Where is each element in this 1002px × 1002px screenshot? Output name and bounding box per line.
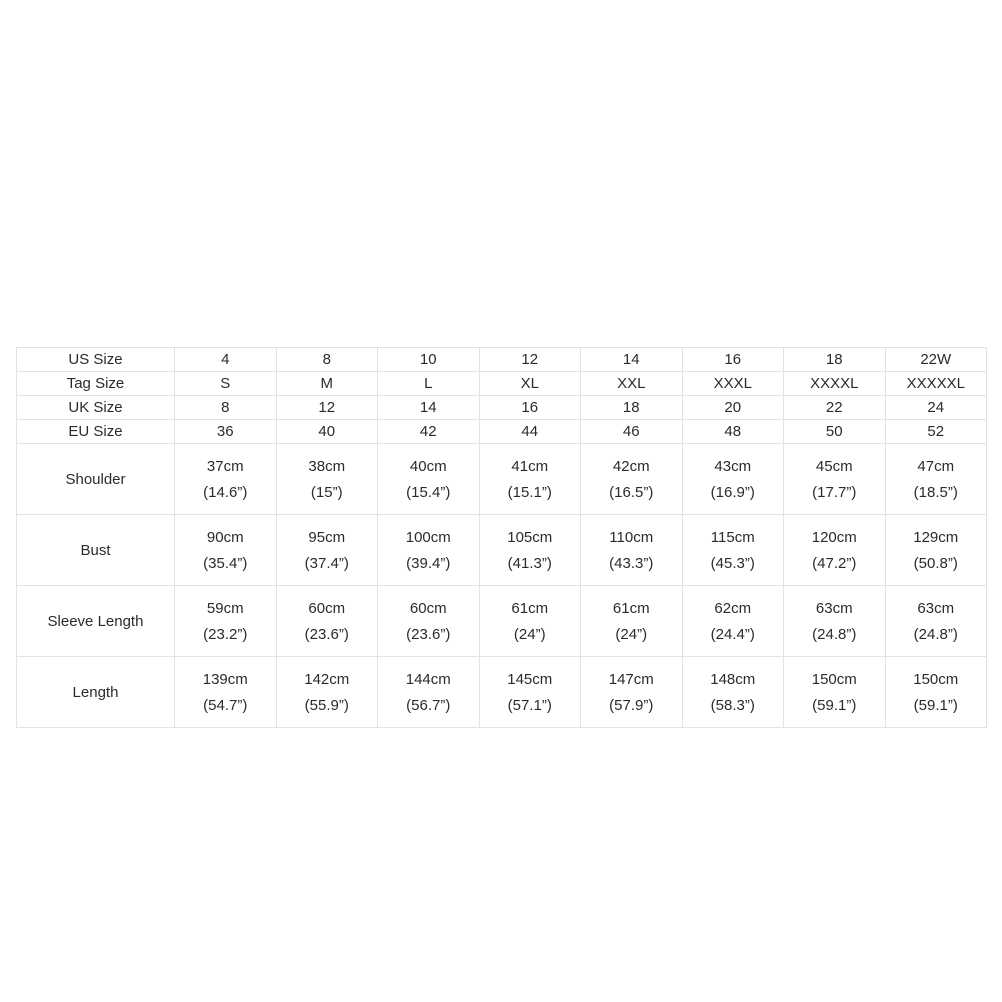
row-label: [17, 372, 175, 396]
cell-text: 40: [318, 423, 336, 440]
cell-inch-text: (57.9”): [609, 696, 654, 714]
table-cell: [479, 444, 581, 515]
cell-inch-text: (43.3”): [609, 554, 654, 572]
cell-cm-text: 41cm: [511, 457, 549, 475]
cell-cm-text: 148cm: [710, 670, 756, 688]
cell-text: L: [424, 375, 433, 392]
cell-cm-text: 139cm: [202, 670, 248, 688]
row-label-text: Sleeve Length: [47, 612, 144, 630]
cell-cm-text: 95cm: [308, 528, 346, 546]
cell-text: 18: [622, 399, 640, 416]
cell-text: XL: [520, 375, 539, 392]
table-row: [17, 657, 987, 728]
cell-inch-text: (45.3”): [710, 554, 755, 572]
table-cell: [784, 396, 886, 420]
table-cell: [175, 515, 277, 586]
row-label-text: EU Size: [68, 423, 123, 440]
table-cell: [276, 586, 378, 657]
table-cell: [581, 420, 683, 444]
table-cell: [682, 396, 784, 420]
cell-text: 10: [419, 351, 437, 368]
table-cell: [276, 372, 378, 396]
cell-cm-text: 42cm: [612, 457, 650, 475]
table-cell: [682, 586, 784, 657]
row-label: [17, 657, 175, 728]
table-cell: [682, 657, 784, 728]
table-cell: [581, 372, 683, 396]
cell-text: 52: [927, 423, 945, 440]
cell-text: 24: [927, 399, 945, 416]
cell-text: 22: [825, 399, 843, 416]
cell-inch-text: (37.4”): [304, 554, 349, 572]
cell-inch-text: (24.8”): [812, 625, 857, 643]
table-cell: [175, 396, 277, 420]
table-cell: [175, 586, 277, 657]
cell-cm-text: 150cm: [811, 670, 857, 688]
table-cell: [581, 348, 683, 372]
table-cell: [784, 444, 886, 515]
row-label: [17, 396, 175, 420]
cell-cm-text: 105cm: [507, 528, 553, 546]
cell-cm-text: 59cm: [206, 599, 244, 617]
table-cell: [276, 515, 378, 586]
cell-cm-text: 61cm: [511, 599, 549, 617]
table-cell: [581, 586, 683, 657]
table-cell: [276, 444, 378, 515]
cell-inch-text: (24”): [615, 625, 648, 643]
cell-inch-text: (59.1”): [913, 696, 958, 714]
cell-text: 14: [419, 399, 437, 416]
cell-inch-text: (50.8”): [913, 554, 958, 572]
cell-text: 18: [825, 351, 843, 368]
size-chart-container: [16, 347, 986, 728]
cell-cm-text: 145cm: [507, 670, 553, 688]
cell-text: XXXXL: [810, 375, 859, 392]
row-label: [17, 348, 175, 372]
table-cell: [682, 420, 784, 444]
size-chart-table: [16, 347, 987, 728]
cell-text: 44: [521, 423, 539, 440]
table-cell: [378, 372, 480, 396]
table-row: [17, 396, 987, 420]
table-cell: [885, 444, 987, 515]
row-label: [17, 586, 175, 657]
cell-inch-text: (39.4”): [406, 554, 451, 572]
cell-cm-text: 60cm: [308, 599, 346, 617]
row-label-text: Shoulder: [65, 470, 126, 488]
cell-inch-text: (35.4”): [203, 554, 248, 572]
table-cell: [885, 348, 987, 372]
cell-text: 36: [216, 423, 234, 440]
cell-cm-text: 45cm: [815, 457, 853, 475]
table-cell: [682, 515, 784, 586]
cell-inch-text: (15.4”): [406, 483, 451, 501]
table-cell: [784, 586, 886, 657]
cell-cm-text: 43cm: [714, 457, 752, 475]
cell-text: 48: [724, 423, 742, 440]
cell-inch-text: (58.3”): [710, 696, 755, 714]
table-row: [17, 348, 987, 372]
cell-text: 20: [724, 399, 742, 416]
cell-cm-text: 120cm: [811, 528, 857, 546]
cell-inch-text: (57.1”): [507, 696, 552, 714]
cell-cm-text: 110cm: [609, 528, 654, 546]
table-cell: [784, 372, 886, 396]
cell-inch-text: (55.9”): [304, 696, 349, 714]
cell-cm-text: 47cm: [917, 457, 955, 475]
table-cell: [581, 444, 683, 515]
cell-text: 12: [521, 351, 539, 368]
table-cell: [682, 348, 784, 372]
row-label-text: US Size: [68, 351, 123, 368]
row-label-text: UK Size: [68, 399, 123, 416]
table-cell: [682, 444, 784, 515]
table-cell: [581, 657, 683, 728]
cell-inch-text: (23.6”): [406, 625, 451, 643]
table-cell: [479, 420, 581, 444]
table-row: [17, 372, 987, 396]
cell-cm-text: 115cm: [710, 528, 755, 546]
cell-text: 46: [622, 423, 640, 440]
table-cell: [276, 657, 378, 728]
cell-cm-text: 38cm: [308, 457, 346, 475]
cell-inch-text: (15”): [310, 483, 343, 501]
cell-inch-text: (59.1”): [812, 696, 857, 714]
cell-text: 12: [318, 399, 336, 416]
row-label: [17, 444, 175, 515]
table-cell: [276, 348, 378, 372]
table-row: [17, 444, 987, 515]
cell-cm-text: 60cm: [409, 599, 447, 617]
cell-text: XXXL: [713, 375, 752, 392]
row-label: [17, 420, 175, 444]
cell-inch-text: (24.4”): [710, 625, 755, 643]
cell-inch-text: (16.5”): [609, 483, 654, 501]
cell-inch-text: (41.3”): [507, 554, 552, 572]
cell-text: XXL: [617, 375, 646, 392]
cell-text: 4: [221, 351, 230, 368]
table-cell: [479, 657, 581, 728]
cell-text: 42: [419, 423, 437, 440]
cell-text: M: [320, 375, 333, 392]
cell-text: 8: [322, 351, 331, 368]
cell-cm-text: 150cm: [913, 670, 959, 688]
table-cell: [581, 515, 683, 586]
table-cell: [175, 657, 277, 728]
cell-inch-text: (16.9”): [710, 483, 755, 501]
cell-cm-text: 90cm: [206, 528, 244, 546]
cell-cm-text: 63cm: [917, 599, 955, 617]
cell-cm-text: 100cm: [405, 528, 451, 546]
cell-cm-text: 40cm: [409, 457, 447, 475]
cell-cm-text: 129cm: [913, 528, 959, 546]
table-cell: [378, 420, 480, 444]
cell-cm-text: 62cm: [714, 599, 752, 617]
cell-text: S: [220, 375, 231, 392]
cell-text: 16: [521, 399, 539, 416]
table-cell: [378, 396, 480, 420]
table-cell: [378, 657, 480, 728]
row-label-text: Length: [72, 683, 119, 701]
table-cell: [885, 420, 987, 444]
cell-inch-text: (54.7”): [203, 696, 248, 714]
table-cell: [378, 348, 480, 372]
cell-inch-text: (15.1”): [507, 483, 552, 501]
table-cell: [784, 420, 886, 444]
table-row: [17, 586, 987, 657]
table-cell: [175, 372, 277, 396]
cell-text: 14: [622, 351, 640, 368]
table-cell: [784, 515, 886, 586]
table-cell: [885, 657, 987, 728]
table-cell: [378, 444, 480, 515]
table-cell: [682, 372, 784, 396]
cell-text: 50: [825, 423, 843, 440]
table-cell: [885, 372, 987, 396]
table-cell: [378, 586, 480, 657]
table-row: [17, 515, 987, 586]
table-cell: [784, 348, 886, 372]
cell-inch-text: (18.5”): [913, 483, 958, 501]
cell-inch-text: (24.8”): [913, 625, 958, 643]
table-cell: [479, 348, 581, 372]
table-cell: [479, 586, 581, 657]
cell-inch-text: (24”): [513, 625, 546, 643]
table-cell: [885, 396, 987, 420]
table-cell: [479, 515, 581, 586]
cell-cm-text: 37cm: [206, 457, 244, 475]
cell-inch-text: (23.6”): [304, 625, 349, 643]
table-cell: [175, 444, 277, 515]
table-cell: [885, 586, 987, 657]
cell-cm-text: 147cm: [608, 670, 654, 688]
cell-cm-text: 63cm: [815, 599, 853, 617]
cell-inch-text: (47.2”): [812, 554, 857, 572]
row-label: [17, 515, 175, 586]
table-cell: [378, 515, 480, 586]
cell-inch-text: (56.7”): [406, 696, 451, 714]
cell-cm-text: 61cm: [612, 599, 650, 617]
table-cell: [581, 396, 683, 420]
cell-text: 8: [221, 399, 230, 416]
row-label-text: Bust: [80, 541, 111, 559]
cell-text: 16: [724, 351, 742, 368]
cell-text: 22W: [920, 351, 952, 368]
table-cell: [175, 420, 277, 444]
cell-inch-text: (14.6”): [203, 483, 248, 501]
cell-inch-text: (17.7”): [812, 483, 857, 501]
cell-inch-text: (23.2”): [203, 625, 248, 643]
table-cell: [885, 515, 987, 586]
cell-cm-text: 142cm: [304, 670, 350, 688]
cell-cm-text: 144cm: [405, 670, 451, 688]
cell-text: XXXXXL: [906, 375, 965, 392]
table-cell: [276, 396, 378, 420]
table-cell: [479, 396, 581, 420]
table-cell: [479, 372, 581, 396]
row-label-text: Tag Size: [66, 375, 125, 392]
table-cell: [175, 348, 277, 372]
table-row: [17, 420, 987, 444]
table-cell: [276, 420, 378, 444]
table-cell: [784, 657, 886, 728]
